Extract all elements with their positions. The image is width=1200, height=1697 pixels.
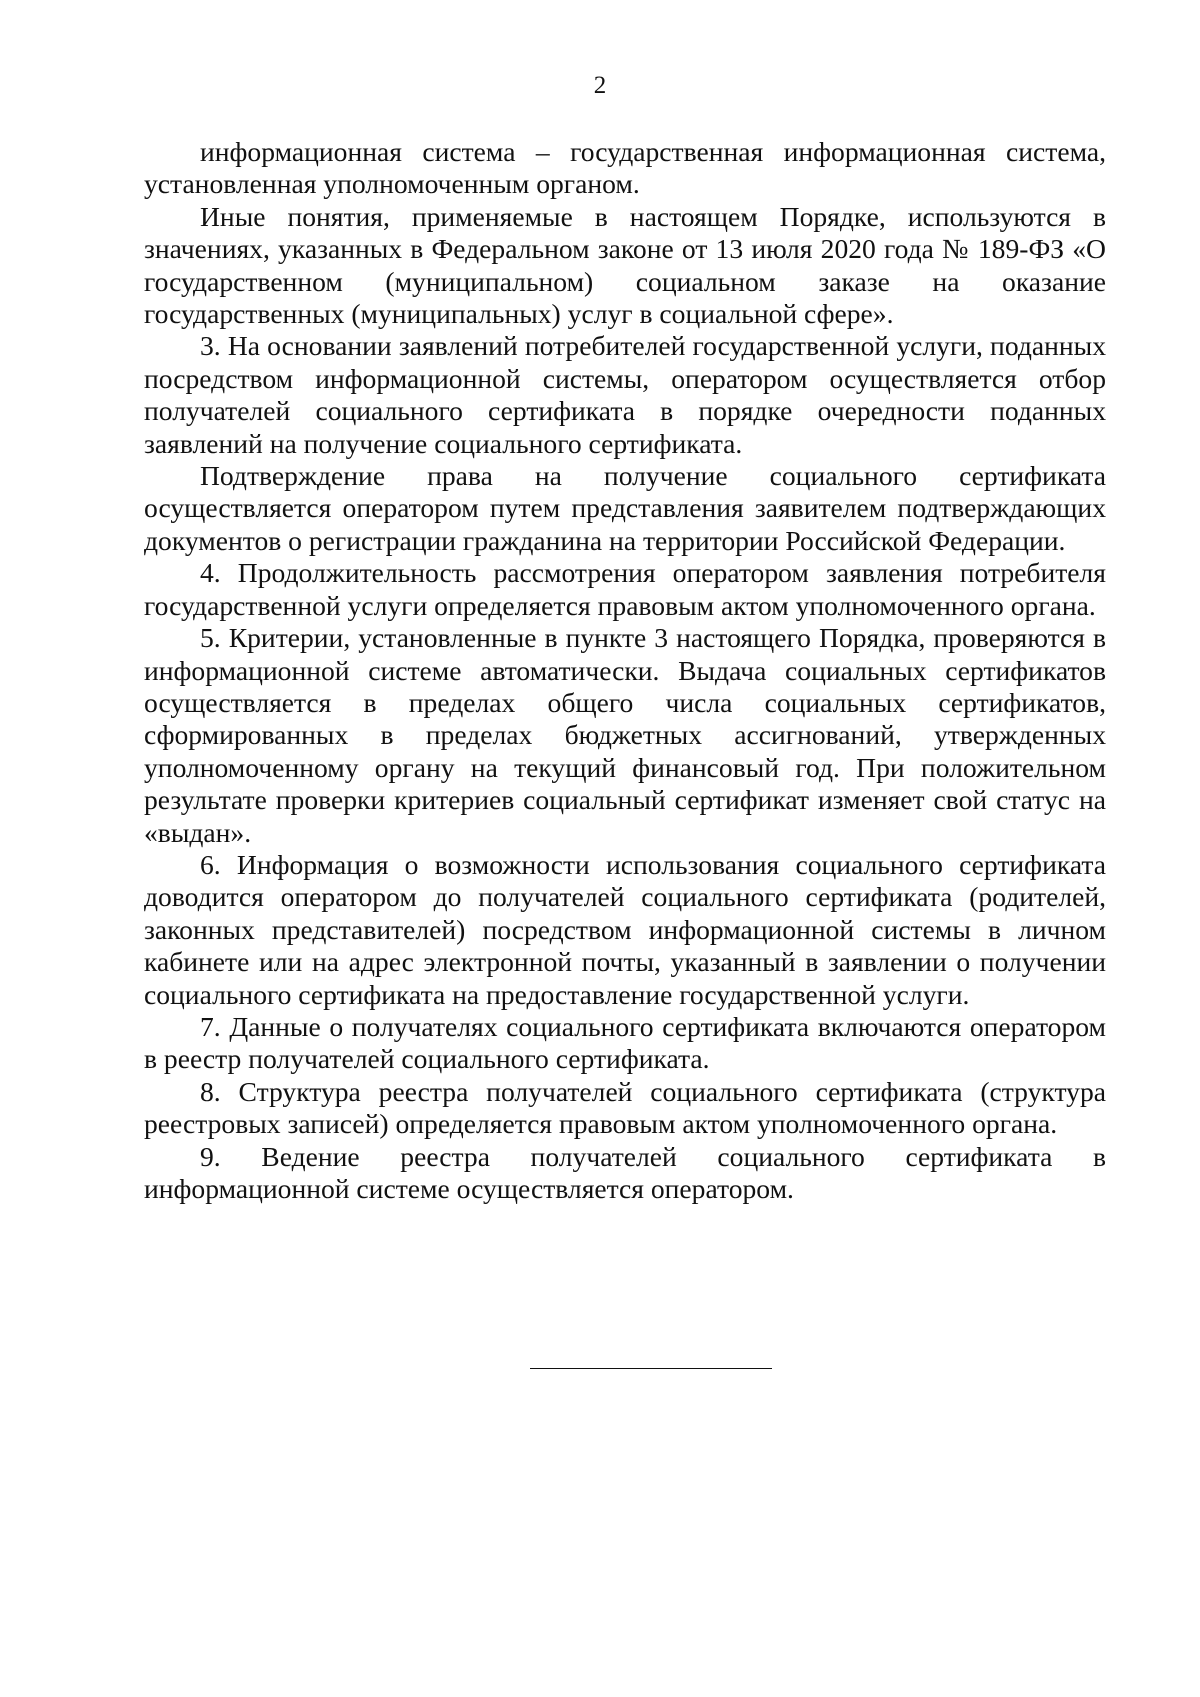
paragraph-item-8: 8. Структура реестра получателей социального сертификата (структура реестровых записей) определяется правовым актом уполномоченного органа.: [144, 1075, 1106, 1140]
paragraph-item-9: 9. Ведение реестра получателей социального сертификата в информационной системе осуществляется оператором.: [144, 1140, 1106, 1204]
paragraph-item-6: 6. Информация о возможности использования социального сертификата доводится оператором до получателей социального сертификата (родителей, законных представителей) посредством информационной системы в личном кабинете или на адрес электронной почты, указанный в заявлении о получении социального сертификата на предоставление государственной услуги.: [144, 848, 1106, 1010]
paragraph-definition-information-system: информационная система – государственная информационная система, установленная уполномоченным органом.: [144, 136, 1106, 200]
paragraph-item-5: 5. Критерии, установленные в пункте 3 настоящего Порядка, проверяются в информационной системе автоматически. Выдача социальных сертификатов осуществляется в пределах общего числа социальных сертификатов, сформированных в пределах бюджетных ассигнований, утвержденных уполномоченному органу на текущий финансовый год. При положительном результате проверки критериев социальный сертификат изменяет свой статус на «выдан».: [144, 622, 1106, 848]
document-body: [144, 136, 1106, 1205]
paragraph-item-4: 4. Продолжительность рассмотрения оператором заявления потребителя государственной услуги определяется правовым актом уполномоченного органа.: [144, 557, 1106, 621]
paragraph-item-3: 3. На основании заявлений потребителей государственной услуги, поданных посредством информационной системы, оператором осуществляется отбор получателей социального сертификата в порядке очередности поданных заявлений на получение социального сертификата.: [144, 330, 1106, 459]
page-number: 2: [593, 72, 607, 99]
paragraph-right-confirmation: Подтверждение права на получение социального сертификата осуществляется оператором путем представления заявителем подтверждающих документов о регистрации гражданина на территории Российской Федерации.: [144, 460, 1106, 556]
paragraph-item-7: 7. Данные о получателях социального сертификата включаются оператором в реестр получателей социального сертификата.: [144, 1010, 1106, 1075]
paragraph-other-terms: Иные понятия, применяемые в настоящем Порядке, используются в значениях, указанных в Федеральном законе от 13 июля 2020 года № 189-ФЗ «О государственном (муниципальном) социальном заказе на оказание государственных (муниципальных) услуг в социальной сфере».: [144, 200, 1106, 330]
end-of-document-divider: [530, 1368, 772, 1369]
